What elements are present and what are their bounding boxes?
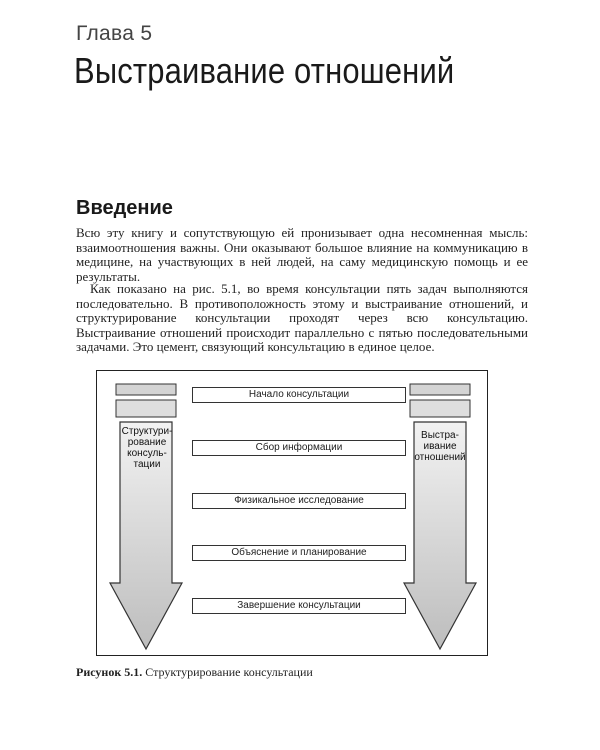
caption-text: Структурирование консультации [145, 665, 313, 679]
right-header-bar-top [410, 384, 470, 395]
left-header-bar-top [116, 384, 176, 395]
section-heading: Введение [76, 197, 173, 219]
right-arrow-label: Выстра- ивание отношений [414, 430, 466, 463]
right-header-bar-bottom [410, 400, 470, 417]
stage-box-examination: Физикальное исследование [192, 493, 406, 509]
stage-box-start: Начало консультации [192, 387, 406, 403]
chapter-label: Глава 5 [76, 22, 153, 45]
left-header-bar-bottom [116, 400, 176, 417]
figure-caption [76, 665, 313, 680]
stage-box-planning: Объяснение и планирование [192, 545, 406, 561]
paragraph-intro: Всю эту книгу и сопутствующую ей пронизывает одна несомненная мысль: взаимоотношения важны. Они оказывают большое влияние на коммуникацию в медицине, на участвующих в ней людей, на саму медицинскую помощь и ее результаты. [76, 225, 528, 284]
caption-number: Рисунок 5.1. [76, 665, 143, 679]
stage-box-closing: Завершение консультации [192, 598, 406, 614]
left-arrow-label: Структури- рование консуль- тации [121, 426, 173, 470]
chapter-title: Выстраивание отношений [74, 50, 455, 91]
figure-arrows [97, 371, 489, 657]
paragraph-figure-reference: Как показано на рис. 5.1, во время консультации пять задач выполняются последовательно. В противоположность этому и выстраивание отношений, и структурирование консультации проходят через всю консультацию. Выстраивание отношений происходит параллельно с пятью последовательными задачами. Это цемент, связующий консультацию в единое целое. [76, 281, 528, 354]
stage-box-gathering: Сбор информации [192, 440, 406, 456]
